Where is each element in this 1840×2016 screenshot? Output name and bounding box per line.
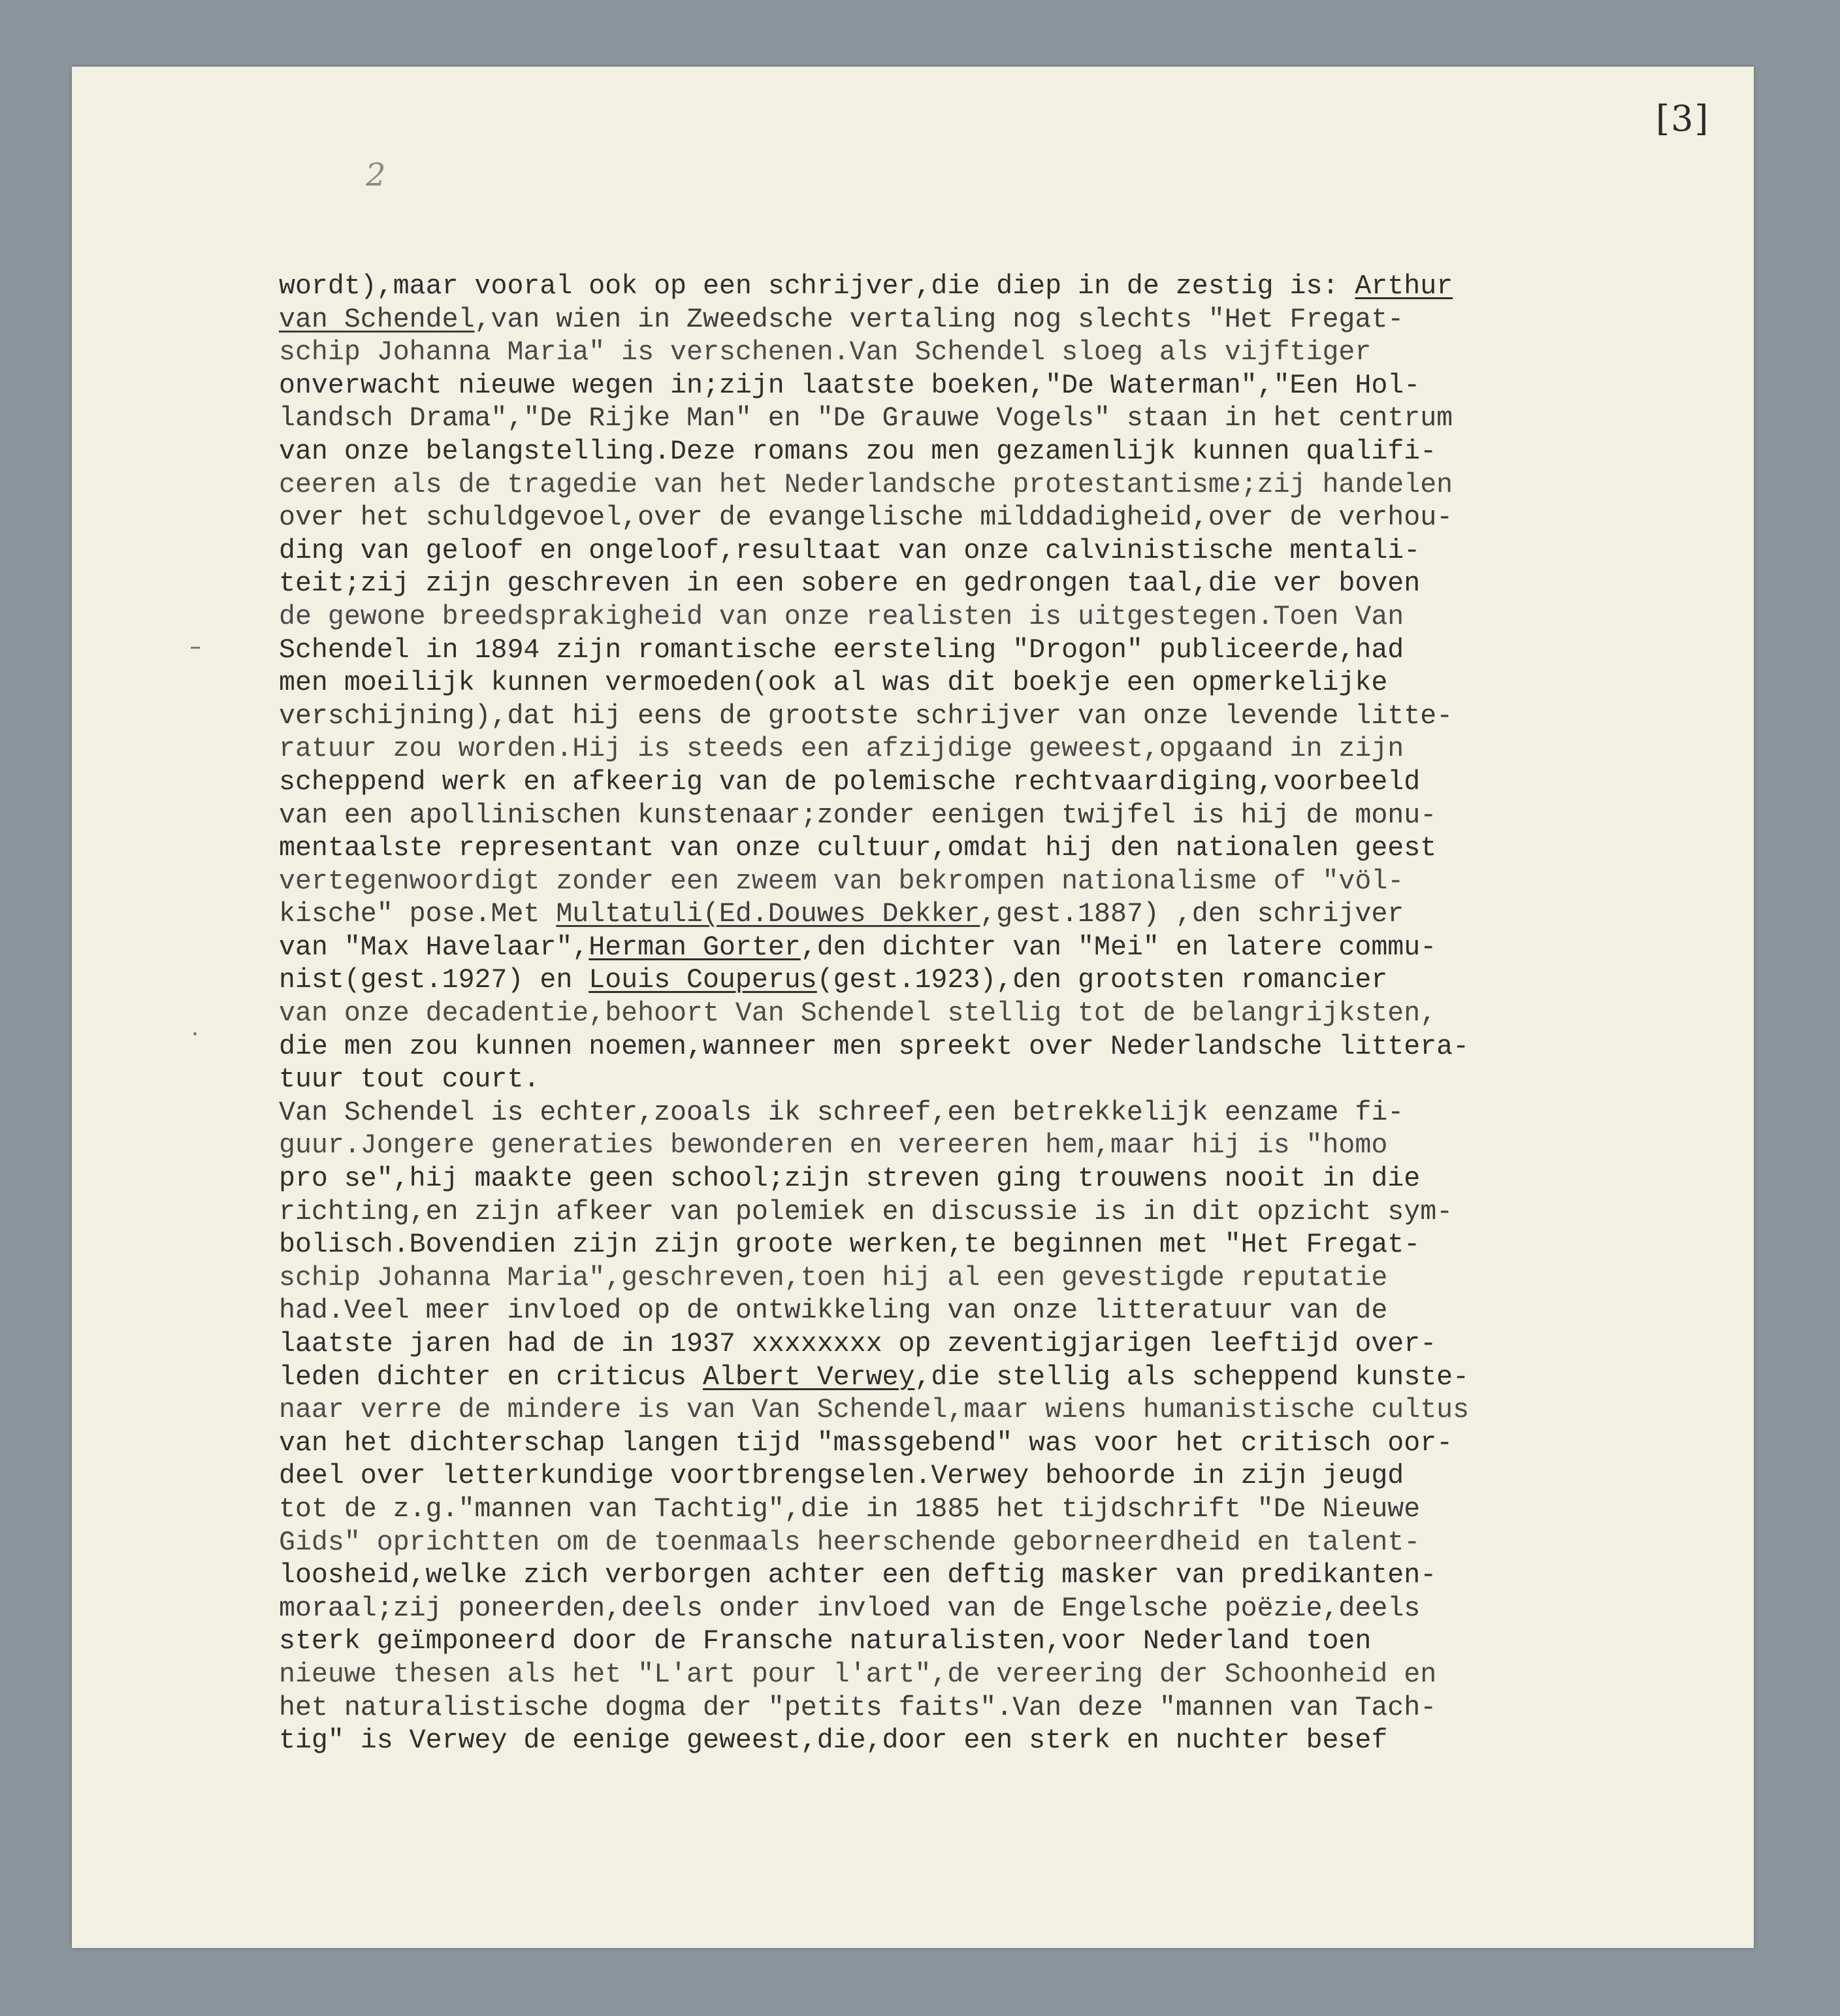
text-segment: (gest.1923),den grootsten romancier xyxy=(816,965,1388,996)
text-segment: naar verre de mindere is van Van Schendel,maar wiens humanistische cultus xyxy=(279,1395,1470,1426)
text-segment: over het schuldgevoel,over de evangelische milddadigheid,over de verhou- xyxy=(279,502,1453,534)
text-line xyxy=(279,832,1735,866)
text-segment: laatste jaren had de in 1937 xxxxxxxx op zeventigjarigen leeftijd over- xyxy=(279,1329,1437,1359)
margin-dot-mark xyxy=(193,1032,197,1035)
text-line xyxy=(279,1196,1735,1229)
text-line xyxy=(279,1328,1735,1361)
text-segment: guur.Jongere generaties bewonderen en vereeren hem,maar hij is "homo xyxy=(279,1130,1388,1162)
underlined-name: Multatuli(Ed.Douwes Dekker xyxy=(556,899,980,930)
text-line xyxy=(279,667,1735,700)
text-segment: had.Veel meer invloed op de ontwikkeling van onze litteratuur van de xyxy=(279,1295,1388,1327)
underlined-name: van Schendel xyxy=(279,304,475,335)
text-line xyxy=(279,304,1735,337)
text-segment: die men zou kunnen noemen,wanneer men spreekt over Nederlandsche littera- xyxy=(279,1031,1470,1062)
text-line xyxy=(279,733,1735,766)
text-line xyxy=(279,1130,1735,1163)
text-line xyxy=(279,336,1735,370)
text-line xyxy=(279,898,1735,932)
text-segment: bolisch.Bovendien zijn zijn groote werken,te beginnen met "Het Fregat- xyxy=(279,1229,1421,1261)
text-segment: richting,en zijn afkeer van polemiek en discussie is in dit opzicht sym- xyxy=(279,1196,1453,1227)
text-line xyxy=(279,601,1735,634)
text-segment: tot de z.g."mannen van Tachtig",die in 1885 het tijdschrift "De Nieuwe xyxy=(279,1493,1421,1525)
text-segment: Schendel in 1894 zijn romantische eersteling "Drogon" publiceerde,had xyxy=(279,634,1404,666)
text-segment: mentaalste representant van onze cultuur,omdat hij den nationalen geest xyxy=(279,833,1437,864)
text-segment: ,van wien in Zweedsche vertaling nog slechts "Het Fregat- xyxy=(474,304,1404,335)
text-line xyxy=(279,1295,1735,1328)
text-segment: van een apollinischen kunstenaar;zonder eenigen twijfel is hij de monu- xyxy=(279,800,1437,831)
text-line xyxy=(279,370,1735,403)
text-segment: scheppend werk en afkeerig van de polemische rechtvaardiging,voorbeeld xyxy=(279,766,1421,798)
text-line xyxy=(279,1625,1735,1659)
text-line xyxy=(279,800,1735,833)
text-line xyxy=(279,700,1735,734)
text-line xyxy=(279,1692,1735,1725)
text-segment: ,die stellig als scheppend kunste- xyxy=(914,1361,1470,1393)
text-line xyxy=(279,436,1735,469)
text-segment: moraal;zij poneerden,deels onder invloed van de Engelsche poëzie,deels xyxy=(279,1593,1421,1624)
text-segment: van het dichterschap langen tijd "massgebend" was voor het critisch oor- xyxy=(279,1427,1453,1459)
text-line xyxy=(279,1593,1735,1626)
text-segment: schip Johanna Maria" is verschenen.Van Schendel sloeg als vijftiger xyxy=(279,337,1372,368)
text-line xyxy=(279,998,1735,1031)
text-line xyxy=(279,1229,1735,1262)
text-segment: ceeren als de tragedie van het Nederlandsche protestantisme;zij handelen xyxy=(279,469,1453,500)
text-line xyxy=(279,1064,1735,1097)
text-segment: deel over letterkundige voortbrengselen.Verwey behoorde in zijn jeugd xyxy=(279,1461,1404,1492)
text-segment: Gids" oprichtten om de toenmaals heerschende geborneerdheid en talent- xyxy=(279,1527,1421,1558)
text-line xyxy=(279,1262,1735,1295)
text-line xyxy=(279,1361,1735,1395)
text-segment: van onze decadentie,behoort Van Schendel stellig tot de belangrijksten, xyxy=(279,998,1437,1030)
text-segment: vertegenwoordigt zonder een zweem van bekrompen nationalisme of "völ- xyxy=(279,866,1404,897)
typed-text-body xyxy=(279,270,1735,1758)
text-line xyxy=(279,568,1735,601)
text-segment: ,den dichter van "Mei" en latere commu- xyxy=(800,932,1437,963)
text-line xyxy=(279,1097,1735,1130)
text-line xyxy=(279,1394,1735,1427)
text-line xyxy=(279,1725,1735,1758)
text-segment: sterk geïmponeerd door de Fransche naturalisten,voor Nederland toen xyxy=(279,1626,1372,1657)
text-line xyxy=(279,634,1735,668)
margin-tick-mark xyxy=(191,647,200,649)
text-segment: ,gest.1887) ,den schrijver xyxy=(980,899,1404,930)
text-line xyxy=(279,502,1735,535)
text-line xyxy=(279,535,1735,568)
text-line xyxy=(279,932,1735,965)
text-segment: Van Schendel is echter,zooals ik schreef,een betrekkelijk eenzame fi- xyxy=(279,1097,1404,1128)
text-segment: men moeilijk kunnen vermoeden(ook al was dit boekje een opmerkelijke xyxy=(279,668,1388,699)
text-line xyxy=(279,1427,1735,1461)
text-line xyxy=(279,866,1735,899)
text-segment: schip Johanna Maria",geschreven,toen hij al een gevestigde reputatie xyxy=(279,1262,1388,1293)
text-line xyxy=(279,964,1735,998)
text-line xyxy=(279,402,1735,436)
text-segment: onverwacht nieuwe wegen in;zijn laatste boeken,"De Waterman","Een Hol- xyxy=(279,370,1421,401)
text-segment: ratuur zou worden.Hij is steeds een afzijdige geweest,opgaand in zijn xyxy=(279,734,1404,765)
underlined-name: Arthur xyxy=(1355,271,1453,302)
text-segment: ding van geloof en ongeloof,resultaat van onze calvinistische mentali- xyxy=(279,535,1421,566)
text-line xyxy=(279,1659,1735,1692)
text-line xyxy=(279,1559,1735,1593)
underlined-name: Albert Verwey xyxy=(702,1361,915,1393)
text-segment: van onze belangstelling.Deze romans zou men gezamenlijk kunnen qualifi- xyxy=(279,436,1437,467)
text-segment: pro se",hij maakte geen school;zijn streven ging trouwens nooit in die xyxy=(279,1163,1421,1195)
text-line xyxy=(279,766,1735,800)
underlined-name: Herman Gorter xyxy=(589,932,801,963)
text-segment: tig" is Verwey de eenige geweest,die,door een sterk en nuchter besef xyxy=(279,1725,1388,1757)
text-line xyxy=(279,1460,1735,1493)
text-segment: de gewone breedsprakigheid van onze realisten is uitgestegen.Toen Van xyxy=(279,601,1404,632)
text-segment: het naturalistische dogma der "petits faits".Van deze "mannen van Tach- xyxy=(279,1692,1437,1723)
text-segment: landsch Drama","De Rijke Man" en "De Grauwe Vogels" staan in het centrum xyxy=(279,403,1453,434)
text-segment: verschijning),dat hij eens de grootste schrijver van onze levende litte- xyxy=(279,700,1453,732)
text-line xyxy=(279,270,1735,304)
pencil-annotation: 2 xyxy=(366,157,386,193)
text-segment: wordt),maar vooral ook op een schrijver,die diep in de zestig is: xyxy=(279,271,1355,302)
text-segment: kische" pose.Met xyxy=(279,899,557,930)
text-segment: van "Max Havelaar", xyxy=(279,932,589,963)
underlined-name: Louis Couperus xyxy=(589,965,817,996)
text-line xyxy=(279,1527,1735,1560)
text-segment: teit;zij zijn geschreven in een sobere en gedrongen taal,die ver boven xyxy=(279,568,1421,600)
text-segment: loosheid,welke zich verborgen achter een deftig masker van predikanten- xyxy=(279,1560,1437,1591)
text-line xyxy=(279,1493,1735,1527)
text-line xyxy=(279,1163,1735,1196)
text-line xyxy=(279,469,1735,502)
page-number: [3] xyxy=(1656,98,1710,139)
text-segment: tuur tout court. xyxy=(279,1064,540,1096)
text-line xyxy=(279,1031,1735,1064)
text-segment: nieuwe thesen als het "L'art pour l'art",de vereering der Schoonheid en xyxy=(279,1659,1437,1690)
text-segment: leden dichter en criticus xyxy=(279,1361,703,1393)
text-segment: nist(gest.1927) en xyxy=(279,965,589,996)
